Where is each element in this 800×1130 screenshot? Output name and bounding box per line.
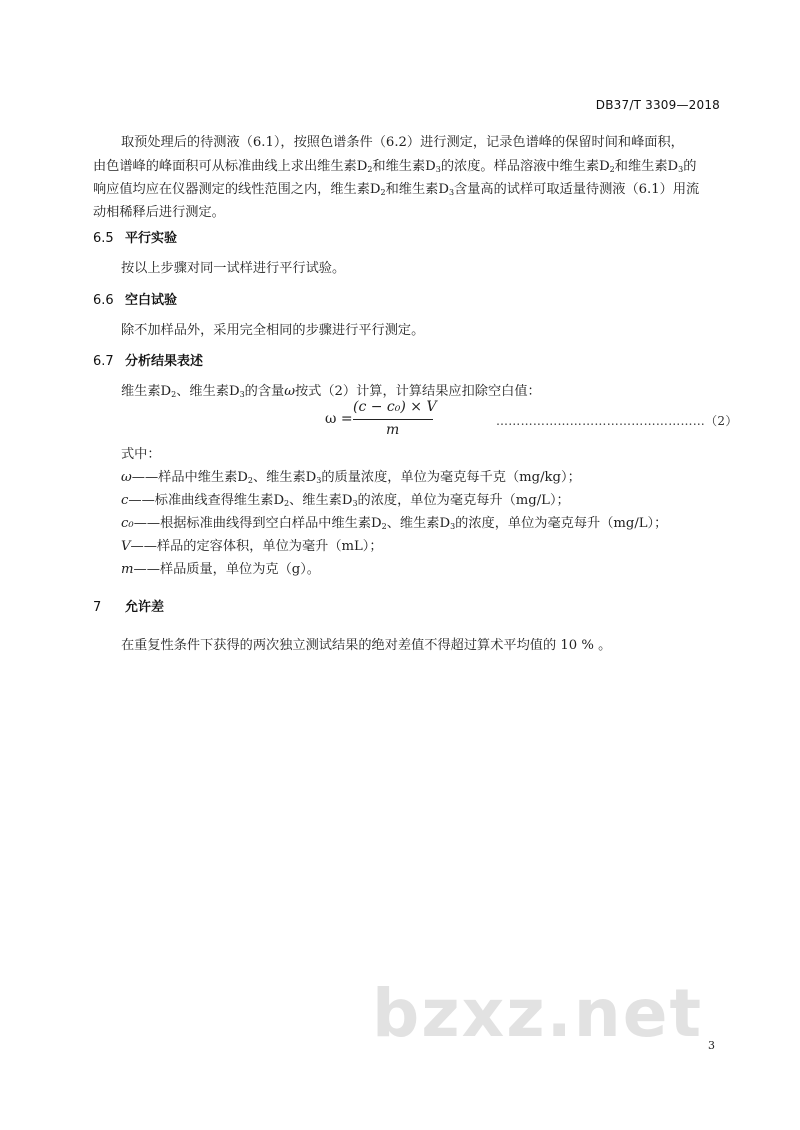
- formula-numerator: (c − c₀) × V: [353, 399, 437, 415]
- variable-omega: ω: [284, 384, 295, 399]
- section-7-body: 在重复性条件下获得的两次独立测试结果的绝对差值不得超过算术平均值的 10 % 。: [121, 638, 612, 653]
- subscript: 3: [450, 522, 456, 531]
- definition-text: 的浓度，单位为毫克每升（mg/L）；: [455, 516, 668, 531]
- subscript: 2: [367, 165, 373, 174]
- definition-row: [121, 535, 383, 554]
- intro-text: 的: [683, 159, 697, 174]
- subscript: 2: [284, 499, 290, 508]
- watermark: bzxz.net: [372, 975, 704, 1052]
- definition-text: 、维生素D: [289, 493, 353, 508]
- definition-variable: c: [121, 493, 129, 508]
- subscript: 3: [448, 188, 455, 197]
- intro-line-3: [93, 178, 699, 197]
- section-6-5-body: 按以上步骤对同一试样进行平行试验。: [121, 261, 346, 276]
- intro-text: 含量高的试样可取适量待测液（6.1）用流: [454, 182, 700, 197]
- subscript: 3: [316, 476, 322, 485]
- page-number: 3: [708, 1039, 715, 1052]
- subscript: 2: [609, 165, 615, 174]
- intro-line-2: [93, 155, 696, 174]
- section-number: 6.7: [93, 354, 114, 369]
- formula-denominator: m: [386, 422, 400, 438]
- definition-text: ——样品中维生素D: [131, 470, 248, 485]
- section-title: 空白试验: [125, 293, 178, 308]
- intro-line-4: 动相稀释后进行测定。: [93, 205, 225, 220]
- subscript: 3: [239, 390, 245, 399]
- where-label: 式中：: [121, 447, 161, 462]
- intro-text: 和维生素D: [385, 182, 449, 197]
- intro-text: 按式（2）计算，计算结果应扣除空白值：: [294, 384, 541, 399]
- intro-text: 的浓度。样品溶液中维生素D: [440, 159, 610, 174]
- intro-text: 的含量: [244, 384, 285, 399]
- definition-variable: m: [121, 562, 134, 577]
- definition-text: 、维生素D: [252, 470, 317, 485]
- intro-text: 维生素D: [121, 384, 172, 399]
- section-title: 分析结果表述: [125, 354, 204, 369]
- section-number: 7: [93, 600, 102, 615]
- subscript: 2: [171, 390, 177, 399]
- definition-variable: c₀: [121, 516, 134, 531]
- definition-text: ——样品的定容体积，单位为毫升（mL）；: [130, 539, 383, 554]
- definition-text: ——标准曲线查得维生素D: [128, 493, 285, 508]
- intro-text: 和维生素D: [614, 159, 679, 174]
- formula-leader-dots: ……………………………………………（2）: [496, 414, 738, 428]
- definition-text: ——根据标准曲线得到空白样品中维生素D: [133, 516, 382, 531]
- formula-2: [325, 399, 435, 439]
- definition-text: ——样品质量，单位为克（g）。: [133, 562, 320, 577]
- section-6-7-intro: [121, 380, 541, 399]
- section-number: 6.6: [93, 293, 114, 308]
- section-heading-6-7: [93, 350, 203, 369]
- definition-text: 的质量浓度，单位为毫克每千克（mg/kg）；: [321, 470, 581, 485]
- subscript: 3: [435, 165, 441, 174]
- subscript: 3: [678, 165, 684, 174]
- intro-text: 和维生素D: [372, 159, 436, 174]
- section-number: 6.5: [93, 231, 114, 246]
- intro-text: 由色谱峰的峰面积可从标准曲线上求出维生素D: [93, 159, 368, 174]
- section-heading-7: [93, 596, 164, 615]
- intro-line-1: 取预处理后的待测液（6.1），按照色谱条件（6.2）进行测定，记录色谱峰的保留时间和峰面积，: [121, 135, 684, 150]
- standard-code: DB37/T 3309—2018: [595, 98, 720, 112]
- section-title: 平行实验: [125, 231, 178, 246]
- definition-row: [121, 512, 667, 531]
- definition-text: 的浓度，单位为毫克每升（mg/L）；: [357, 493, 570, 508]
- definition-row: [121, 558, 320, 577]
- intro-text: 响应值均应在仪器测定的线性范围之内，维生素D: [93, 182, 381, 197]
- subscript: 2: [380, 188, 386, 197]
- definition-text: 、维生素D: [386, 516, 451, 531]
- definition-row: [121, 466, 581, 485]
- definition-variable: V: [121, 539, 131, 554]
- definition-row: [121, 489, 570, 508]
- subscript: 3: [352, 499, 358, 508]
- formula-lhs: ω =: [325, 411, 353, 427]
- section-heading-6-6: [93, 289, 177, 308]
- section-heading-6-5: [93, 227, 177, 246]
- subscript: 2: [247, 476, 253, 485]
- subscript: 2: [381, 522, 387, 531]
- intro-text: 、维生素D: [176, 384, 240, 399]
- fraction-bar: [353, 419, 433, 420]
- definition-variable: ω: [121, 470, 132, 485]
- section-6-6-body: 除不加样品外，采用完全相同的步骤进行平行测定。: [121, 323, 425, 338]
- section-title: 允许差: [125, 600, 165, 615]
